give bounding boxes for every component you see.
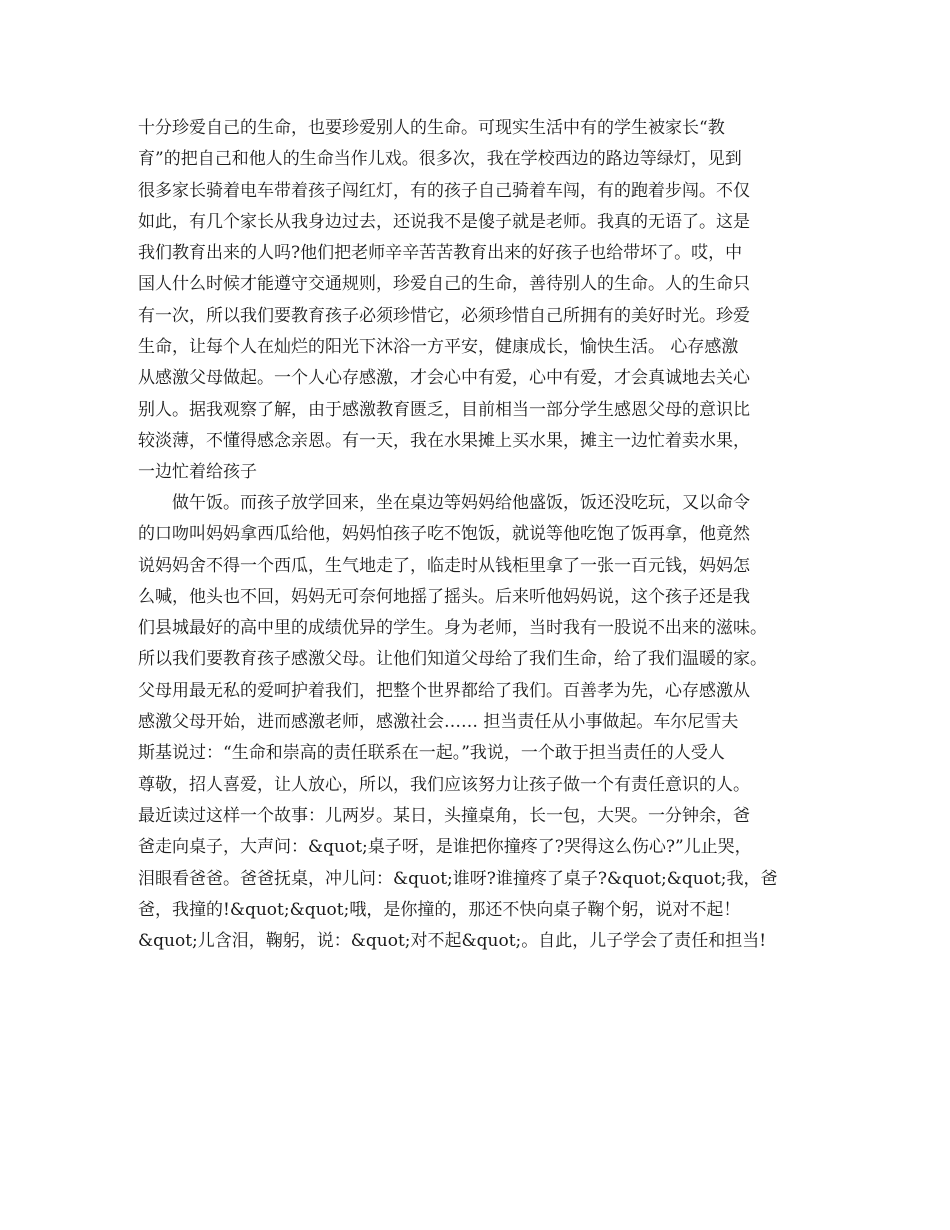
text-line: &quot;儿含泪，鞠躬，说：&quot;对不起&quot;。自此，儿子学会了责任和担当! bbox=[138, 931, 767, 952]
text-line: 做午饭。而孩子放学回来，坐在桌边等妈妈给他盛饭，饭还没吃玩，又以命令 bbox=[172, 493, 750, 513]
text-line: 爸，我撞的!&quot;&quot;哦，是你撞的，那还不快向桌子鞠个躬，说对不起！ bbox=[138, 899, 741, 920]
text-line: 较淡薄，不懂得感念亲恩。有一天，我在水果摊上买水果，摊主一边忙着卖水果， bbox=[138, 430, 750, 451]
text-line: 父母用最无私的爱呵护着我们，把整个世界都给了我们。百善孝为先，心存感激从 bbox=[138, 680, 750, 701]
text-line: 很多家长骑着电车带着孩子闯红灯，有的孩子自己骑着车闯，有的跑着步闯。不仅 bbox=[138, 180, 750, 201]
text-line: 们县城最好的高中里的成绩优异的学生。身为老师，当时我有一股说不出来的滋味。 bbox=[138, 618, 767, 639]
text-line: 我们教育出来的人吗?他们把老师辛辛苦苦教育出来的好孩子也给带坏了。哎，中 bbox=[138, 243, 743, 264]
text-line: 从感激父母做起。一个人心存感激，才会心中有爱，心中有爱，才会真诚地去关心 bbox=[138, 368, 750, 389]
text-line: 说妈妈舍不得一个西瓜，生气地走了，临走时从钱柜里拿了一张一百元钱，妈妈怎 bbox=[138, 555, 750, 576]
text-line: 斯基说过：“生命和崇高的责任联系在一起。”我说，一个敢于担当责任的人受人 bbox=[138, 743, 725, 764]
text-line: 育”的把自己和他人的生命当作儿戏。很多次，我在学校西边的路边等绿灯，见到 bbox=[138, 149, 742, 170]
text-line: 泪眼看爸爸。爸爸抚桌，冲儿问：&quot;谁呀?谁撞疼了桌子?&quot;&quot;我，爸 bbox=[138, 868, 778, 889]
text-line: 爸走向桌子，大声问：&quot;桌子呀，是谁把你撞疼了?哭得这么伤心?”儿止哭， bbox=[138, 837, 752, 858]
text-line: 所以我们要教育孩子感激父母。让他们知道父母给了我们生命，给了我们温暖的家。 bbox=[138, 649, 767, 670]
text-line: 尊敬，招人喜爱，让人放心，所以，我们应该努力让孩子做一个有责任意识的人。 bbox=[138, 774, 750, 795]
text-line: 十分珍爱自己的生命，也要珍爱别人的生命。可现实生活中有的学生被家长“教 bbox=[138, 118, 725, 138]
text-line: 最近读过这样一个故事：儿两岁。某日，头撞桌角，长一包，大哭。一分钟余，爸 bbox=[138, 805, 750, 826]
text-line: 的口吻叫妈妈拿西瓜给他，妈妈怕孩子吃不饱饭，就说等他吃饱了饭再拿，他竟然 bbox=[138, 524, 750, 545]
text-line: 如此，有几个家长从我身边过去，还说我不是傻子就是老师。我真的无语了。这是 bbox=[138, 211, 750, 232]
text-line: 国人什么时候才能遵守交通规则，珍爱自己的生命，善待别人的生命。人的生命只 bbox=[138, 274, 750, 295]
text-line: 生命，让每个人在灿烂的阳光下沐浴一方平安，健康成长，愉快生活。 心存感激 bbox=[138, 337, 739, 358]
text-line: 有一次，所以我们要教育孩子必须珍惜它，必须珍惜自己所拥有的美好时光。珍爱 bbox=[138, 305, 750, 326]
paragraph-2 bbox=[138, 488, 828, 957]
text-line: 么喊，他头也不回，妈妈无可奈何地摇了摇头。后来听他妈妈说，这个孩子还是我 bbox=[138, 586, 750, 607]
text-line: 感激父母开始，进而感激老师，感激社会…… 担当责任从小事做起。车尔尼雪夫 bbox=[138, 712, 739, 733]
text-line: 别人。据我观察了解，由于感激教育匮乏，目前相当一部分学生感恩父母的意识比 bbox=[138, 399, 750, 420]
text-line: 一边忙着给孩子 bbox=[138, 462, 257, 483]
paragraph-1 bbox=[138, 113, 828, 489]
